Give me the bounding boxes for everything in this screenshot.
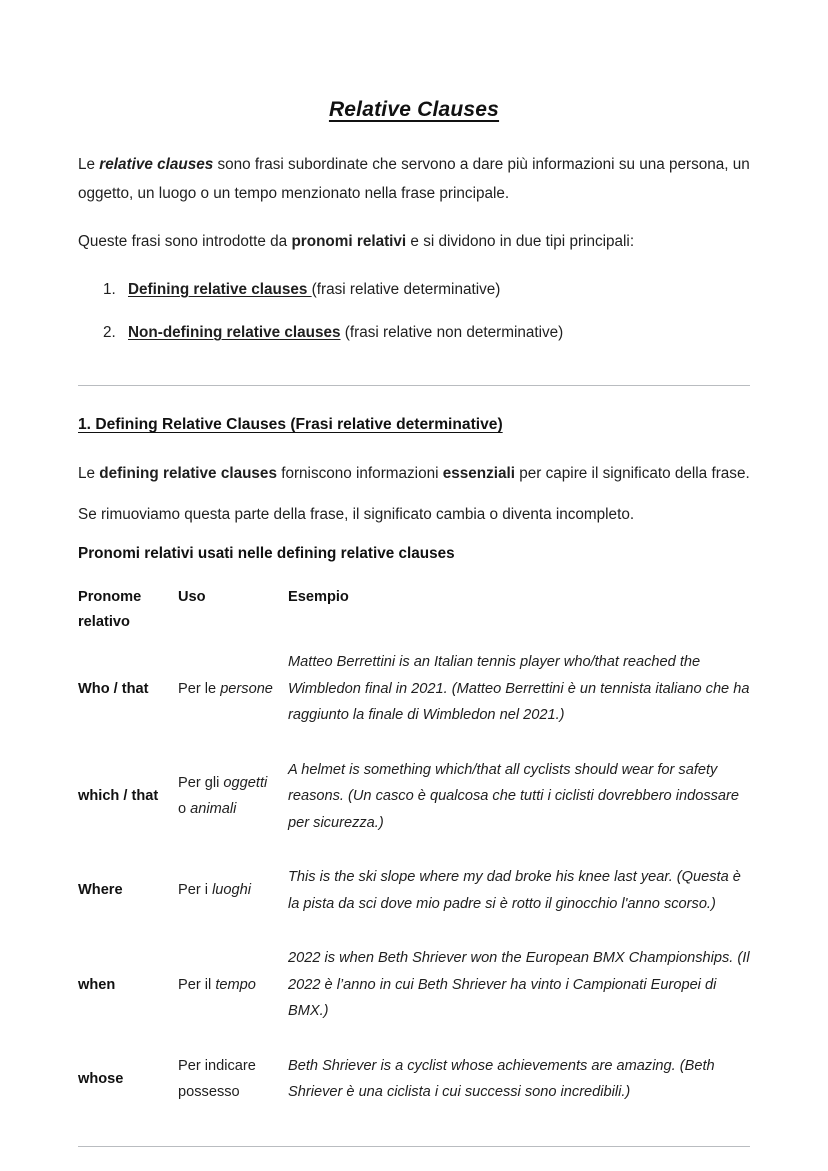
uso-italic: tempo: [215, 976, 256, 993]
spacer: [78, 208, 750, 227]
uso-italic-second: animali: [190, 801, 237, 818]
uso-plain: Per i: [178, 882, 213, 899]
uso-plain: Per il: [178, 976, 216, 993]
cell-pronome: whose: [78, 1070, 124, 1087]
spacer: [78, 529, 750, 541]
cell-uso: [178, 743, 288, 851]
cell-esempio: A helmet is something which/that all cyclists should wear for safety reasons. (Un casco è qualcosa che tutti i ciclisti dovrebbero indossare per sicurezza.): [288, 761, 740, 831]
uso-italic: oggetti: [223, 774, 268, 791]
cell-uso: [178, 850, 288, 931]
pronoun-table: [78, 585, 750, 1120]
list-item-term: Non-defining relative clauses: [128, 324, 341, 341]
cell-esempio: 2022 is when Beth Shriever won the European BMX Championships. (Il 2022 è l’anno in cui Beth Shriever ha vinto i Campionati Europei di BMX.): [288, 950, 750, 1019]
column-header-esempio: Esempio: [288, 589, 349, 605]
table-row: [78, 931, 750, 1039]
cell-uso: [178, 635, 288, 743]
cell-uso: [178, 931, 288, 1039]
spacer: [78, 438, 750, 459]
intro-emphasis: relative clauses: [99, 156, 214, 173]
types-intro-paragraph: [78, 227, 750, 256]
list-item-term: Defining relative clauses: [128, 281, 312, 298]
cell-pronome: which / that: [78, 788, 159, 804]
cell-pronome: Where: [78, 882, 123, 899]
uso-plain: Per le: [178, 680, 221, 697]
page-title: Relative Clauses: [328, 98, 500, 121]
cell-uso: [178, 1039, 288, 1120]
cell-esempio: Beth Shriever is a cyclist whose achievements are amazing. (Beth Shriever è una ciclista i cui successi sono incredibili.): [288, 1057, 715, 1100]
defining-bold-essenziali: essenziali: [442, 465, 516, 482]
uso-plain: Per indicare possesso: [178, 1057, 256, 1100]
list-item-gloss: (frasi relative non determinative): [340, 324, 564, 341]
spacer: [78, 122, 750, 150]
cell-esempio: Matteo Berrettini is an Italian tennis player who/that reached the Wimbledon final in 2021. (Matteo Berrettini è un tennista italiano che ha raggiunto la finale di Wimbledon nel 2021.): [288, 654, 750, 723]
table-row: [78, 1039, 750, 1120]
uso-plain: Per gli: [178, 774, 224, 791]
intro-prefix: Le: [78, 156, 100, 173]
defining-description-paragraph: [78, 459, 750, 488]
spacer: [78, 361, 750, 385]
cell-esempio: This is the ski slope where my dad broke his knee last year. (Questa è la pista da sci dove mio padre si è rotto il ginocchio l'anno scorso.): [288, 869, 741, 912]
column-header-uso: Uso: [178, 589, 206, 605]
uso-conjunction: o: [178, 801, 191, 818]
uso-italic: luoghi: [212, 882, 252, 899]
defining-prefix: Le: [78, 465, 100, 482]
table-body: [78, 635, 750, 1120]
types-intro-rest: e si dividono in due tipi principali:: [406, 233, 635, 250]
defining-removal-paragraph: Se rimuoviamo questa parte della frase, il significato cambia o diventa incompleto.: [78, 506, 635, 523]
spacer: [78, 386, 750, 412]
intro-rest: sono frasi subordinate che servono a dare più informazioni su una persona, un oggetto, un luogo o un tempo menzionato nella frase principale.: [78, 156, 750, 202]
column-header-pronome: Pronome relativo: [78, 589, 142, 630]
intro-paragraph: [78, 150, 750, 208]
table-header: [78, 585, 750, 635]
spacer: [78, 256, 750, 275]
section-heading-defining: 1. Defining Relative Clauses (Frasi relative determinative): [78, 416, 503, 433]
section-divider-bottom: [78, 1146, 750, 1147]
spacer: [78, 488, 750, 500]
defining-mid: forniscono informazioni: [276, 465, 443, 482]
types-intro-prefix: Queste frasi sono introdotte da: [78, 233, 292, 250]
list-item: [78, 318, 750, 347]
cell-pronome: when: [78, 976, 116, 993]
cell-pronome: Who / that: [78, 680, 149, 697]
uso-italic: persone: [220, 680, 273, 697]
relative-clause-types-list: [78, 275, 750, 347]
spacer: [78, 567, 750, 585]
defining-bold-term: defining relative clauses: [99, 465, 277, 482]
table-header-row: [78, 585, 750, 635]
defining-rest: per capire il significato della frase.: [515, 465, 750, 482]
list-item-gloss: (frasi relative determinative): [311, 281, 501, 298]
types-intro-emphasis: pronomi relativi: [291, 233, 407, 250]
table-row: [78, 743, 750, 851]
list-item: [78, 275, 750, 304]
table-row: [78, 635, 750, 743]
subheading-pronomi-relativi: Pronomi relativi usati nelle defining relative clauses: [78, 545, 455, 562]
spacer: [78, 1120, 750, 1146]
table-row: [78, 850, 750, 931]
